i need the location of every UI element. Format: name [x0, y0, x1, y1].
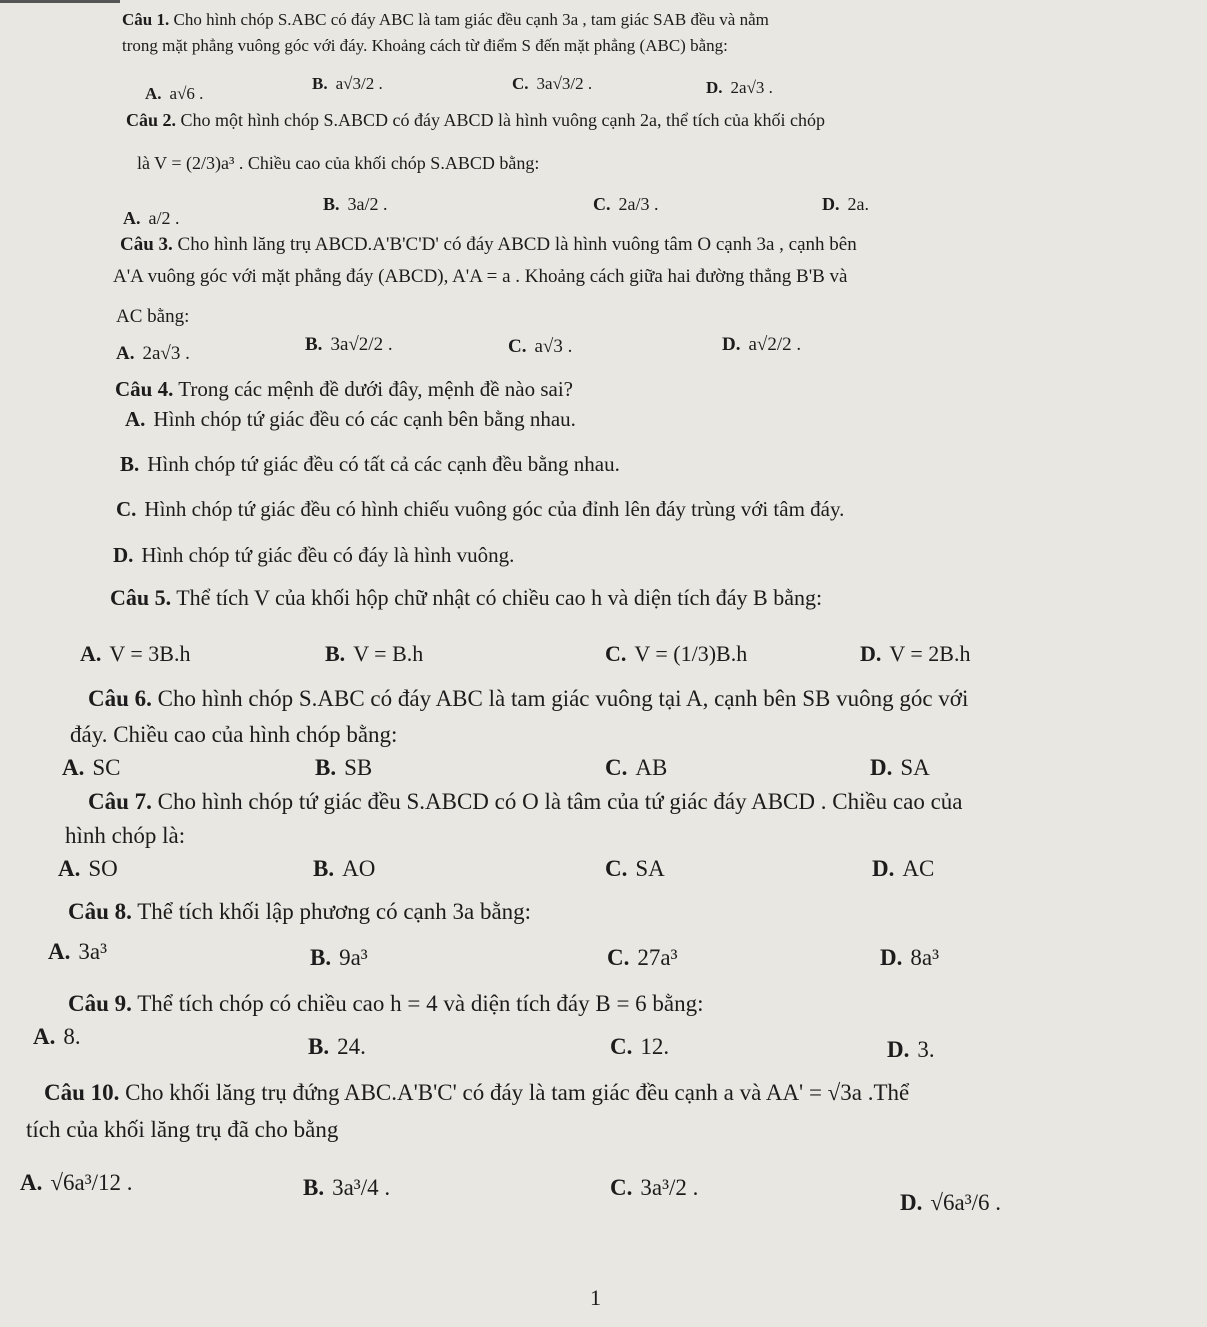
question-6-line-1: Câu 6. Cho hình chóp S.ABC có đáy ABC là tam giác vuông tại A, cạnh bên SB vuông góc với [88, 686, 969, 711]
question-4-line-1: Câu 4. Trong các mệnh đề dưới đây, mệnh đề nào sai? [115, 377, 573, 401]
question-5-option-c: C. V = (1/3)B.h [605, 641, 748, 666]
question-4-option-d: D. Hình chóp tứ giác đều có đáy là hình vuông. [113, 543, 515, 567]
question-2-line-2: là V = (2/3)a³ . Chiều cao của khối chóp S.ABCD bằng: [137, 153, 540, 173]
question-8-option-b: B. 9a³ [310, 945, 368, 970]
question-9-option-c: C. 12. [610, 1034, 670, 1059]
question-8-line-1: Câu 8. Thể tích khối lập phương có cạnh 3a bằng: [68, 899, 532, 924]
question-6-option-a: A. SC [62, 755, 121, 780]
question-9-option-d: D. 3. [887, 1037, 935, 1062]
question-2-option-c: C. 2a/3 . [593, 194, 659, 214]
question-3-option-c: C. a√3 . [508, 336, 573, 357]
question-7-option-a: A. SO [58, 856, 118, 881]
question-1-line-1: Câu 1. Cho hình chóp S.ABC có đáy ABC là tam giác đều cạnh 3a , tam giác SAB đều và nằm [122, 10, 769, 29]
question-4-option-a: A. Hình chóp tứ giác đều có các cạnh bên bằng nhau. [125, 407, 576, 431]
question-9-option-a: A. 8. [33, 1024, 81, 1049]
question-4-option-b: B. Hình chóp tứ giác đều có tất cả các cạnh đều bằng nhau. [120, 452, 620, 476]
question-10-option-d: D. √6a³/6 . [900, 1190, 1001, 1215]
question-1-label: Câu 1. [122, 10, 170, 29]
question-3-option-a: A. 2a√3 . [116, 343, 190, 364]
question-3-option-b: B. 3a√2/2 . [305, 334, 393, 355]
page-number: 1 [590, 1285, 601, 1310]
question-4-label: Câu 4. [115, 377, 174, 401]
question-6-option-b: B. SB [315, 755, 373, 780]
question-7-line-2: hình chóp là: [65, 823, 186, 848]
question-8-option-c: C. 27a³ [607, 945, 678, 970]
question-1-option-c: C. 3a√3/2 . [512, 74, 593, 93]
question-1-option-a: A. a√6 . [145, 84, 204, 103]
question-7-option-c: C. SA [605, 856, 665, 881]
question-5-line-1: Câu 5. Thể tích V của khối hộp chữ nhật có chiều cao h và diện tích đáy B bằng: [110, 585, 823, 610]
question-10-line-1: Câu 10. Cho khối lăng trụ đứng ABC.A'B'C' có đáy là tam giác đều cạnh a và AA' = √3a .Thể [44, 1080, 910, 1105]
question-5-option-a: A. V = 3B.h [80, 641, 191, 666]
question-7-label: Câu 7. [88, 789, 152, 814]
question-6-label: Câu 6. [88, 686, 152, 711]
question-3-option-d: D. a√2/2 . [722, 334, 802, 355]
question-8-label: Câu 8. [68, 899, 132, 924]
question-3-line-1: Câu 3. Cho hình lăng trụ ABCD.A'B'C'D' có đáy ABCD là hình vuông tâm O cạnh 3a , cạnh bên [120, 234, 857, 255]
question-2-line-1: Câu 2. Cho một hình chóp S.ABCD có đáy ABCD là hình vuông cạnh 2a, thể tích của khối chóp [126, 110, 825, 130]
question-1-option-b: B. a√3/2 . [312, 74, 383, 93]
question-2-option-a: A. a/2 . [123, 208, 180, 228]
question-5-label: Câu 5. [110, 585, 172, 610]
question-6-option-c: C. AB [605, 755, 668, 780]
question-7-option-b: B. AO [313, 856, 376, 881]
question-3-label: Câu 3. [120, 234, 173, 255]
question-9-line-1: Câu 9. Thể tích chóp có chiều cao h = 4 và diện tích đáy B = 6 bằng: [68, 991, 704, 1016]
question-7-line-1: Câu 7. Cho hình chóp tứ giác đều S.ABCD có O là tâm của tứ giác đáy ABCD . Chiều cao của [88, 789, 963, 814]
question-10-label: Câu 10. [44, 1080, 120, 1105]
question-5-option-b: B. V = B.h [325, 641, 424, 666]
question-8-option-d: D. 8a³ [880, 945, 939, 970]
question-8-option-a: A. 3a³ [48, 939, 107, 964]
question-10-option-a: A. √6a³/12 . [20, 1170, 133, 1195]
question-5-option-d: D. V = 2B.h [860, 641, 971, 666]
question-1-option-d: D. 2a√3 . [706, 78, 773, 97]
question-6-option-d: D. SA [870, 755, 930, 780]
question-7-option-d: D. AC [872, 856, 935, 881]
question-10-option-c: C. 3a³/2 . [610, 1175, 699, 1200]
question-4-option-c: C. Hình chóp tứ giác đều có hình chiếu vuông góc của đỉnh lên đáy trùng với tâm đáy. [116, 497, 845, 521]
question-3-line-2: A'A vuông góc với mặt phẳng đáy (ABCD), A'A = a . Khoảng cách giữa hai đường thẳng B'B và [113, 266, 848, 287]
question-10-line-2: tích của khối lăng trụ đã cho bằng [26, 1117, 339, 1142]
question-9-option-b: B. 24. [308, 1034, 366, 1059]
question-2-label: Câu 2. [126, 110, 177, 130]
question-9-label: Câu 9. [68, 991, 132, 1016]
question-2-option-d: D. 2a. [822, 194, 869, 214]
question-10-option-b: B. 3a³/4 . [303, 1175, 391, 1200]
question-6-line-2: đáy. Chiều cao của hình chóp bằng: [70, 722, 398, 747]
question-1-line-2: trong mặt phẳng vuông góc với đáy. Khoảng cách từ điểm S đến mặt phẳng (ABC) bằng: [122, 36, 728, 55]
question-2-option-b: B. 3a/2 . [323, 194, 388, 214]
question-3-line-3: AC bằng: [116, 306, 190, 327]
